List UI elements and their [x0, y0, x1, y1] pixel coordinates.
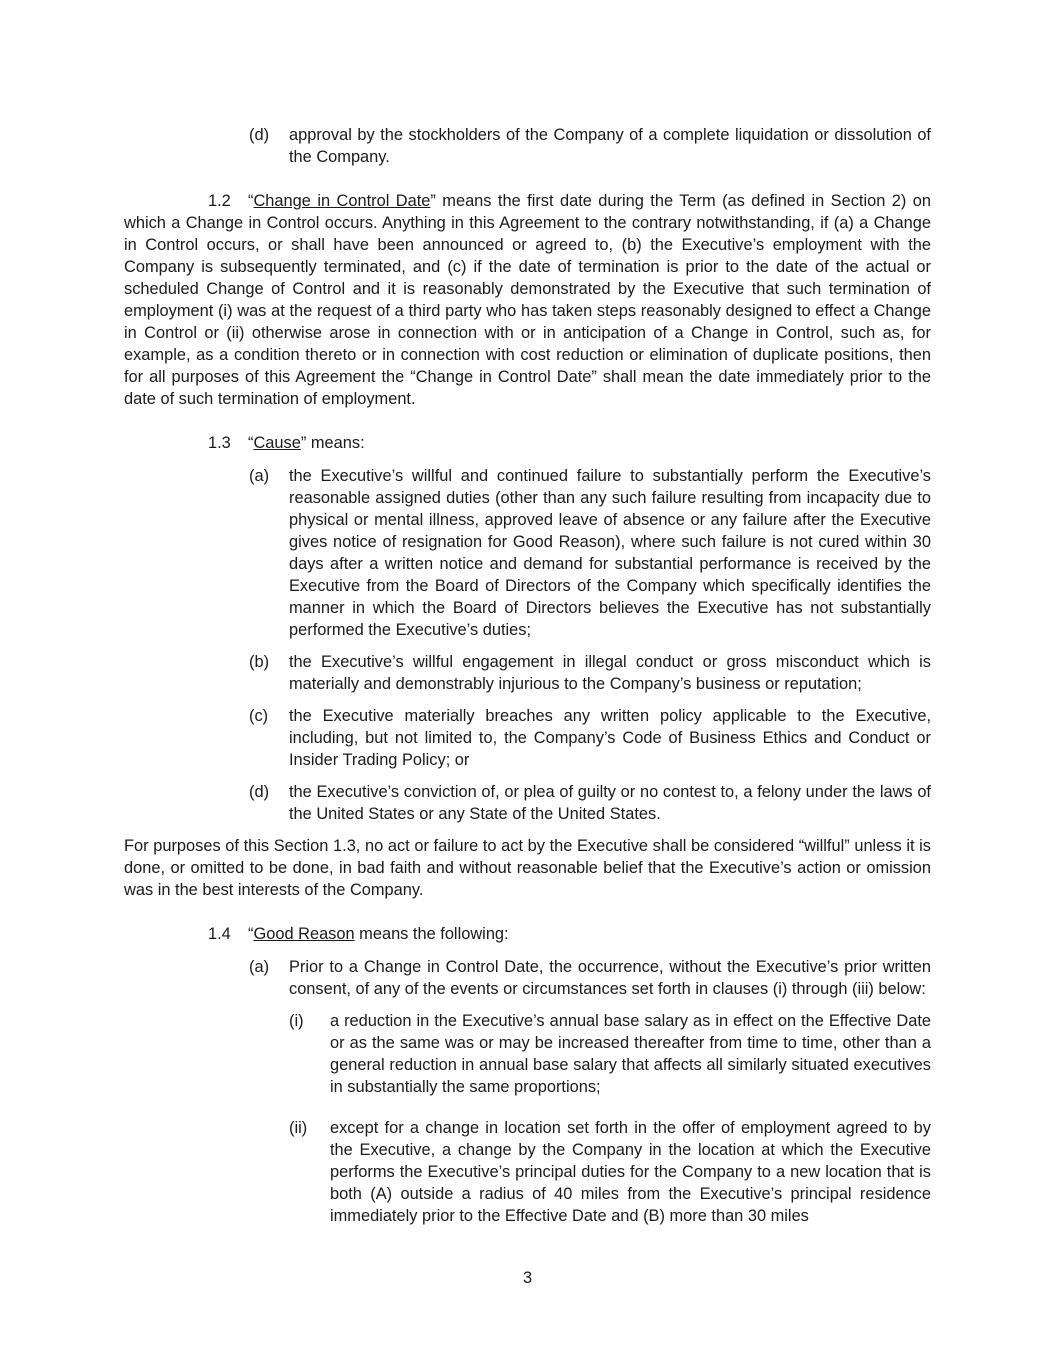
clause-1-3-d — [249, 781, 931, 825]
document-page — [124, 124, 931, 1227]
section-body: means the following: — [354, 925, 509, 943]
clause-1-3-c — [249, 705, 931, 771]
open-quote: “ — [248, 434, 254, 452]
subclause-1-4-a-i — [289, 1010, 931, 1098]
page-number: 3 — [522, 1269, 533, 1287]
clause-text: approval by the stockholders of the Company of a complete liquidation or dissolution of the Company. — [289, 126, 931, 166]
clause-label: (b) — [249, 653, 270, 671]
section-1-3-heading — [208, 432, 931, 454]
clause-text: Prior to a Change in Control Date, the occurrence, without the Executive’s prior written consent, of any of the events or circumstances set forth in clauses (i) through (iii) below: — [289, 958, 931, 998]
clause-text: the Executive’s willful and continued failure to substantially perform the Executive’s reasonable assigned duties (other than any such failure resulting from incapacity due to physical or mental illness, approved leave of absence or any failure after the Executive gives notice of resignation for Good Reason), where such failure is not cured within 30 days after a written notice and demand for substantial performance is received by the Executive from the Board of Directors of the Company which specifically identifies the manner in which the Board of Directors believes the Executive has not substantially performed the Executive’s duties; — [289, 467, 931, 639]
section-body: ” means the first date during the Term (as defined in Section 2) on which a Change in Control occurs. Anything in this Agreement to the contrary notwithstanding, if (a) a Change in Control occurs, or shall have been announced or agreed to, (b) the Executive’s employment with the Company is subsequently terminated, and (c) if the date of termination is prior to the date of the actual or scheduled Change of Control and it is reasonably demonstrated by the Executive that such termination of employment (i) was at the request of a third party who has taken steps reasonably designed to effect a Change in Control or (ii) otherwise arose in connection with or in anticipation of a Change in Control, such as, for example, as a condition thereto or in connection with cost reduction or elimination of duplicate positions, then for all purposes of this Agreement the “Change in Control Date” shall mean the date immediately prior to the date of such termination of employment. — [124, 192, 931, 408]
clause-1-4-a — [249, 956, 931, 1000]
section-1-3-closing: For purposes of this Section 1.3, no act or failure to act by the Executive shall be considered “willful” unless it is done, or omitted to be done, in bad faith and without reasonable belief that the Executive’s action or omission was in the best interests of the Company. — [124, 837, 931, 899]
open-quote: “ — [248, 192, 254, 210]
section-number: 1.3 — [208, 434, 231, 452]
clause-text: the Executive materially breaches any written policy applicable to the Executive, including, but not limited to, the Company’s Code of Business Ethics and Conduct or Insider Trading Policy; or — [289, 707, 931, 769]
section-number: 1.4 — [208, 925, 231, 943]
clause-text: the Executive’s willful engagement in illegal conduct or gross misconduct which is materially and demonstrably injurious to the Company’s business or reputation; — [289, 653, 931, 693]
clause-1-3-a — [249, 465, 931, 641]
clause-d-liquidation — [249, 124, 931, 168]
subclause-text: a reduction in the Executive’s annual base salary as in effect on the Effective Date or as the same was or may be increased thereafter from time to time, other than a general reduction in annual base salary that affects all similarly situated executives in substantially the same proportions; — [330, 1012, 931, 1096]
section-number: 1.2 — [208, 192, 231, 210]
defined-term: Change in Control Date — [253, 192, 431, 210]
defined-term: Good Reason — [253, 925, 355, 943]
clause-label: (d) — [249, 783, 270, 801]
open-quote: “ — [248, 925, 254, 943]
subclause-text: except for a change in location set forth in the offer of employment agreed to by the Executive, a change by the Company in the location at which the Executive performs the Executive’s principal duties for the Company to a new location that is both (A) outside a radius of 40 miles from the Executive’s principal residence immediately prior to the Effective Date and (B) more than 30 miles — [330, 1119, 931, 1225]
subclause-1-4-a-ii — [289, 1117, 931, 1227]
clause-label: (c) — [249, 707, 269, 725]
section-1-2 — [124, 190, 931, 410]
clause-1-3-b — [249, 651, 931, 695]
clause-label: (a) — [249, 958, 270, 976]
clause-label: (d) — [249, 126, 270, 144]
clause-label: (a) — [249, 467, 270, 485]
defined-term: Cause — [253, 434, 301, 452]
section-body: ” means: — [300, 434, 365, 452]
subclause-label: (i) — [289, 1012, 304, 1030]
section-1-4-heading — [208, 923, 931, 945]
subclause-label: (ii) — [289, 1119, 308, 1137]
clause-text: the Executive’s conviction of, or plea of guilty or no contest to, a felony under the laws of the United States or any State of the United States. — [289, 783, 931, 823]
